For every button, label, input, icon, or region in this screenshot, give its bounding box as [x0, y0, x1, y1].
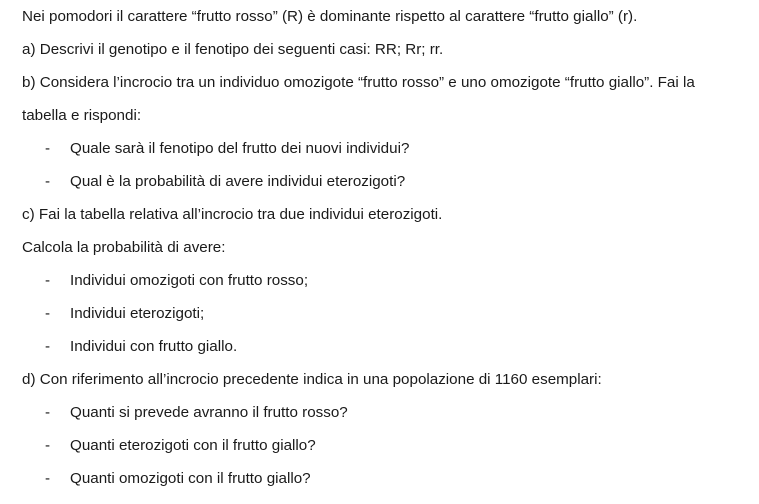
bullet-text: Quanti eterozigoti con il frutto giallo? — [70, 437, 316, 454]
bullet-text: Individui omozigoti con frutto rosso; — [70, 272, 309, 289]
bullet-dash: - — [45, 140, 51, 157]
bullet-dash: - — [45, 305, 51, 322]
question-d-bullet-3 — [22, 462, 752, 495]
bullet-dash: - — [45, 173, 51, 190]
bullet-text: Quanti omozigoti con il frutto giallo? — [70, 470, 311, 487]
bullet-dash: - — [45, 272, 51, 289]
question-c-bullet-2 — [22, 297, 752, 330]
question-c-line-2: Calcola la probabilità di avere: — [22, 239, 226, 256]
bullet-text: Quanti si prevede avranno il frutto rosso? — [70, 404, 348, 421]
bullet-dash: - — [45, 437, 51, 454]
intro-text: Nei pomodori il carattere “frutto rosso” (R) è dominante rispetto al carattere “frutto giallo” (r). — [22, 8, 638, 25]
question-d-bullet-2 — [22, 429, 752, 462]
question-b-bullet-1 — [22, 132, 752, 165]
question-b-line-2: tabella e rispondi: — [22, 107, 142, 124]
question-b-bullet-2 — [22, 165, 752, 198]
question-a: a) Descrivi il genotipo e il fenotipo dei seguenti casi: RR; Rr; rr. — [22, 41, 444, 58]
bullet-text: Individui eterozigoti; — [70, 305, 205, 322]
question-b-line-1: b) Considera l’incrocio tra un individuo omozigote “frutto rosso” e uno omozigote “frutto giallo”. Fai la — [22, 74, 695, 91]
bullet-dash: - — [45, 404, 51, 421]
bullet-text: Individui con frutto giallo. — [70, 338, 238, 355]
question-d-bullet-1 — [22, 396, 752, 429]
bullet-dash: - — [45, 338, 51, 355]
bullet-text: Quale sarà il fenotipo del frutto dei nuovi individui? — [70, 140, 410, 157]
question-d-line-1: d) Con riferimento all’incrocio precedente indica in una popolazione di 1160 esemplari: — [22, 371, 602, 388]
exercise-document — [22, 0, 752, 495]
bullet-dash: - — [45, 470, 51, 487]
question-c-bullet-3 — [22, 330, 752, 363]
question-c-bullet-1 — [22, 264, 752, 297]
bullet-text: Qual è la probabilità di avere individui eterozigoti? — [70, 173, 406, 190]
question-c-line-1: c) Fai la tabella relativa all’incrocio tra due individui eterozigoti. — [22, 206, 443, 223]
